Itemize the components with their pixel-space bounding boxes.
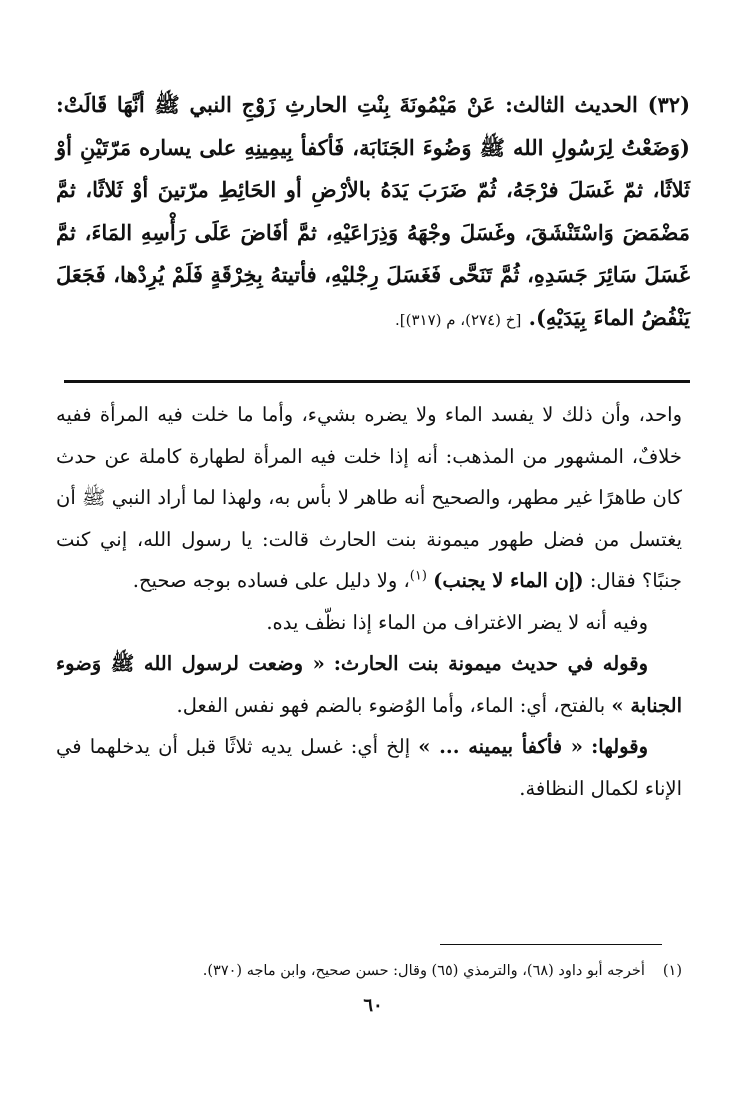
footnote-text: أخرجه أبو داود (٦٨)، والترمذي (٦٥) وقال: حسن صحيح، وابن ماجه (٣٧٠).: [202, 963, 645, 979]
hadith-quote: « وضعت لرسول الله ﷺ وَضوء الجنابة »: [56, 652, 682, 717]
commentary-text: بالفتح، أي: الماء، وأما الوُضوء بالضم فهو نفس الفعل.: [176, 693, 606, 717]
commentary-paragraph: [56, 726, 682, 809]
hadith-number: (٣٢): [647, 92, 690, 117]
commentary-text: ، ولا دليل على فساده بوجه صحيح.: [132, 569, 410, 592]
hadith-quote: « فأكفأ بيمينه ... »: [418, 735, 583, 758]
hadith-reference: [خ (٢٧٤)، م (٣١٧)].: [394, 310, 522, 329]
commentary-lead: وقولها:: [591, 735, 648, 758]
commentary-text: إلخ أي: غسل يديه ثلاثًا قبل أن يدخلهما في الإناء لكمال النظافة.: [56, 735, 682, 800]
prophet-quote: (إن الماء لا يجنب): [433, 569, 584, 592]
page-number: ٦٠: [363, 995, 383, 1016]
footnote-divider: [440, 944, 662, 945]
commentary-paragraph: [56, 643, 682, 726]
section-divider: [64, 380, 690, 383]
commentary-lead: وقوله في حديث ميمونة بنت الحارث:: [333, 652, 648, 675]
footnote: [56, 958, 682, 984]
commentary-block: [56, 394, 682, 809]
commentary-text: وفيه أنه لا يضر الاغتراف من الماء إذا نظّف يده.: [266, 610, 648, 634]
commentary-text: واحد، وأن ذلك لا يفسد الماء ولا يضره بشيء، وأما ما خلت فيه المرأة ففيه خلافٌ، المشهور من المذهب: أنه إذا خلت فيه المرأة لطهارة كاملة عن حدث كان طاهرًا غير مطهر، والصحيح أنه طاهر لا بأس به، ولهذا لما أراد النبي ﷺ أن يغتسل من فضل طهور ميمونة بنت الحارث قالت: يا رسول الله، إني كنت جنبًا؟ فقال:: [56, 403, 682, 592]
hadith-text: الحديث الثالث: عَنْ مَيْمُونَةَ بِنْتِ الحارثِ زَوْجِ النبي ﷺ أنَّهَا قَالَتْ: (وَضَعْتُ لِرَسُولِ الله ﷺ وَضُوءَ الجَنَابَة، فَأكفأ بِيمِينِهِ على يساره مَرّتَيْنِ أوْ ثَلاثًا، ثمّ غَسَلَ فرْجَهُ، ثُمّ ضَرَبَ يَدَهُ بالأرْضِ أو الحَائِطِ مرّتينَ أوْ ثَلاثًا، ثمَّ مَضْمَضَ وَاسْتَنْشَقَ، وغَسَلَ وجْهَهُ وَذِرَاعَيْهِ، ثمَّ أفَاضَ عَلَى رَأْسِهِ المَاءَ، ثمَّ غَسَلَ سَائِرَ جَسَدِهِ، ثُمَّ تَنَحَّى فَغَسَلَ رِجْليْهِ، فأتيتهُ بِخِرْقَةٍ فَلَمْ يُرِدْها، فَجَعَلَ يَنْفُضُ الماءَ بِيَدَيْهِ).: [56, 92, 690, 330]
hadith-block: [56, 84, 690, 341]
footnote-marker: (١): [409, 568, 427, 584]
commentary-paragraph: [56, 602, 682, 644]
footnote-number: (١): [662, 963, 682, 979]
commentary-paragraph: [56, 394, 682, 602]
